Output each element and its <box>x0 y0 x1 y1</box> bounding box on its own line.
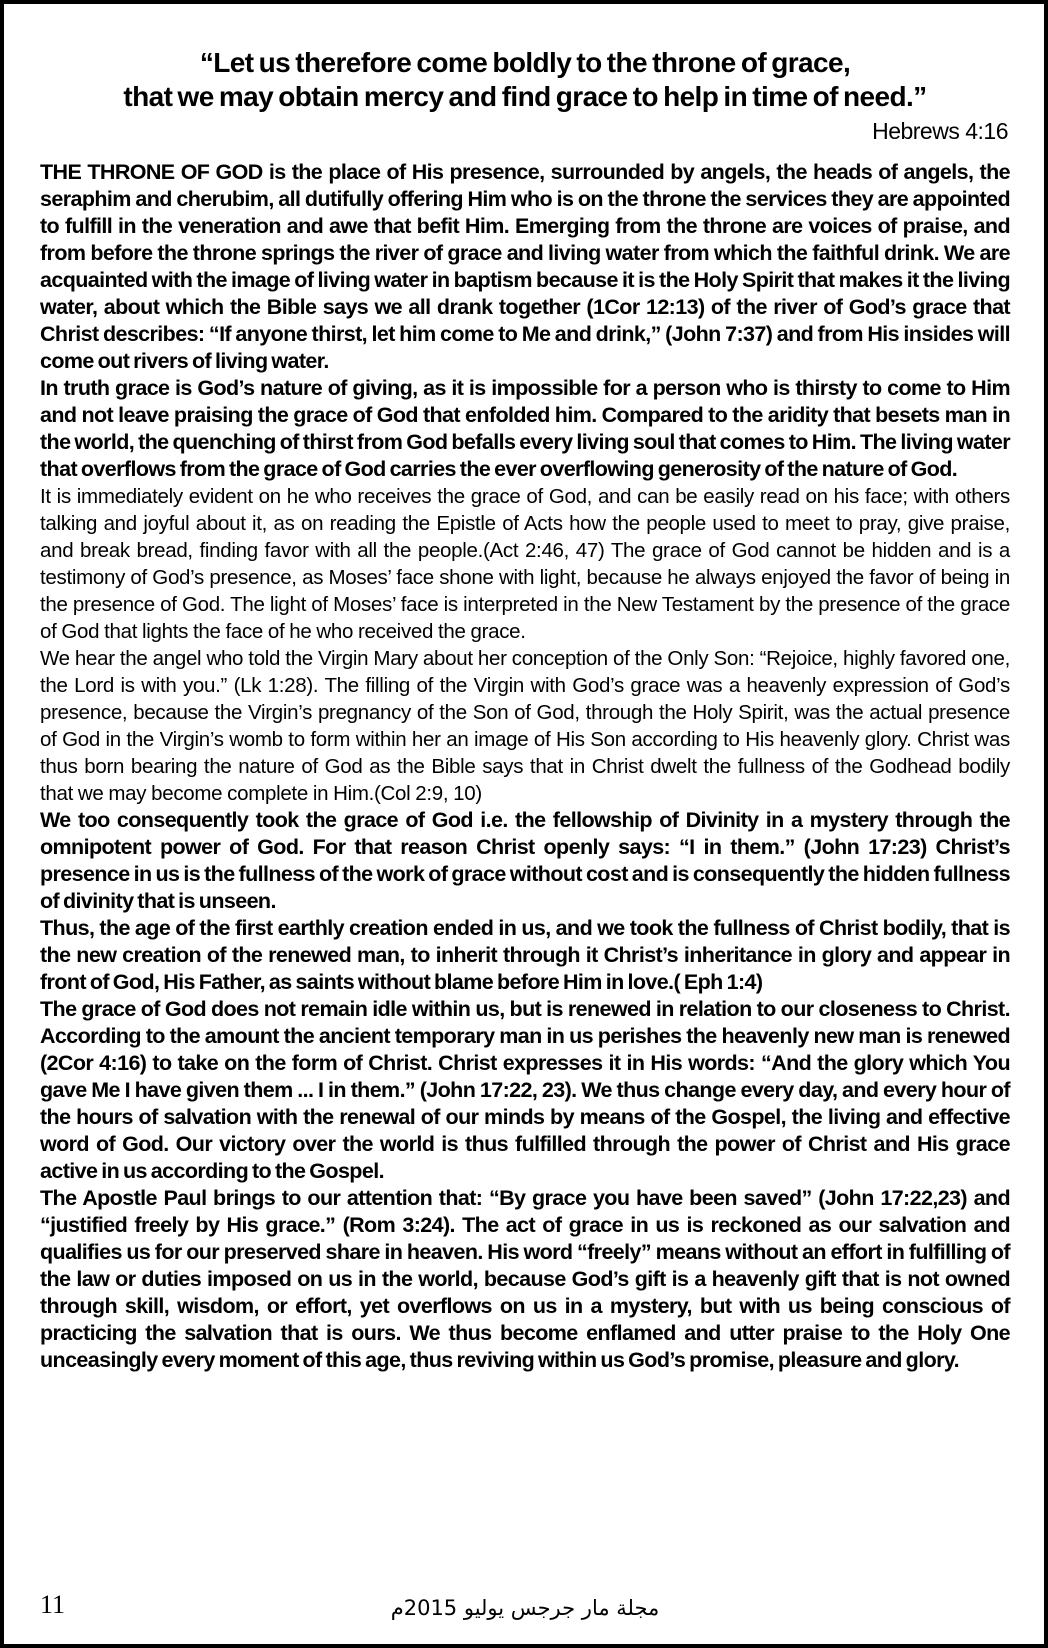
paragraph-grace-nature-of-giving: In truth grace is God’s nature of giving, as it is impossible for a person who is thirsty to come to Him and not leave praising the grace of God that enfolded him. Compared to the aridity that besets man in the world, the quenching of thirst from God befalls every living soul that comes to Him. The living water that overflows from the grace of God carries the ever overflowing generosity of the nature of God. <box>40 376 1010 481</box>
quote-reference: Hebrews 4:16 <box>872 118 1008 144</box>
page-number: 11 <box>40 1590 66 1619</box>
paragraph-grace-evident: It is immediately evident on he who receives the grace of God, and can be easily read on his face; with others talking and joyful about it, as on reading the Epistle of Acts how the people used to meet to pray, give praise, and break bread, finding favor with all the people.(Act 2:46, 47) The grace of God cannot be hidden and is a testimony of God’s presence, as Moses’ face shone with light, because he always enjoyed the favor of being in the presence of God. The light of Moses’ face is interpreted in the New Testament by the presence of the grace of God that lights the face of he who received the grace. <box>40 485 1010 643</box>
paragraph-apostle-paul: The Apostle Paul brings to our attention that: “By grace you have been saved” (John 17:22,23) and “justified freely by His grace.” (Rom 3:24). The act of grace in us is reckoned as our salvation and qualifies us for our preserved share in heaven. His word “freely” means without an effort in fulfilling of the law or duties imposed on us in the world, because God’s gift is a heavenly gift that is not owned through skill, wisdom, or effort, yet overflows on us in a mystery, but with us being conscious of practicing the salvation that is ours. We thus become enflamed and utter praise to the Holy One unceasingly every moment of this age, thus reviving within us God’s promise, pleasure and glory. <box>40 1186 1010 1372</box>
article-body <box>40 159 1010 1374</box>
scripture-quote-block <box>40 46 1010 145</box>
journal-title-arabic: مجلة مار جرجس يوليو 2015م <box>390 1596 660 1620</box>
quote-line-2: that we may obtain mercy and find grace to help in time of need.” <box>123 81 927 112</box>
quote-line-1: “Let us therefore come boldly to the throne of grace, <box>199 47 851 78</box>
paragraph-fellowship-of-divinity: We too consequently took the grace of God i.e. the fellowship of Divinity in a mystery through the omnipotent power of God. For that reason Christ openly says: “I in them.” (John 17:23) Christ’s presence in us is the fullness of the work of grace without cost and is consequently the hidden fullness of divinity that is unseen. <box>40 808 1010 913</box>
paragraph-grace-renewed: The grace of God does not remain idle within us, but is renewed in relation to our closeness to Christ. According to the amount the ancient temporary man in us perishes the heavenly new man is renewed (2Cor 4:16) to take on the form of Christ. Christ expresses it in His words: “And the glory which You gave Me I have given them ... I in them.” (John 17:22, 23). We thus change every day, and every hour of the hours of salvation with the renewal of our minds by means of the Gospel, the living and effective word of God. Our victory over the world is thus fulfilled through the power of Christ and His grace active in us according to the Gospel. <box>40 997 1010 1183</box>
paragraph-virgin-mary: We hear the angel who told the Virgin Mary about her conception of the Only Son: “Rejoice, highly favored one, the Lord is with you.” (Lk 1:28). The filling of the Virgin with God’s grace was a heavenly expression of God’s presence, because the Virgin’s pregnancy of the Son of God, through the Holy Spirit, was the actual presence of God in the Virgin’s womb to form within her an image of His Son according to His heavenly glory. Christ was thus born bearing the nature of God as the Bible says that in Christ dwelt the fullness of the Godhead bodily that we may become complete in Him.(Col 2:9, 10) <box>40 647 1010 805</box>
paragraph-throne-of-god: THE THRONE OF GOD is the place of His presence, surrounded by angels, the heads of angels, the seraphim and cherubim, all dutifully offering Him who is on the throne the services they are appointed to fulfill in the veneration and awe that befit Him. Emerging from the throne are voices of praise, and from before the throne springs the river of grace and living water from which the faithful drink. We are acquainted with the image of living water in baptism because it is the Holy Spirit that makes it the living water, about which the Bible says we all drank together (1Cor 12:13) of the river of God’s grace that Christ describes: “If anyone thirst, let him come to Me and drink,” (John 7:37) and from His insides will come out rivers of living water. <box>40 160 1010 373</box>
paragraph-first-creation-ended: Thus, the age of the first earthly creation ended in us, and we took the fullness of Christ bodily, that is the new creation of the renewed man, to inherit through it Christ’s inheritance in glory and appear in front of God, His Father, as saints without blame before Him in love.( Eph 1:4) <box>40 916 1010 994</box>
page-footer <box>40 1590 1010 1626</box>
